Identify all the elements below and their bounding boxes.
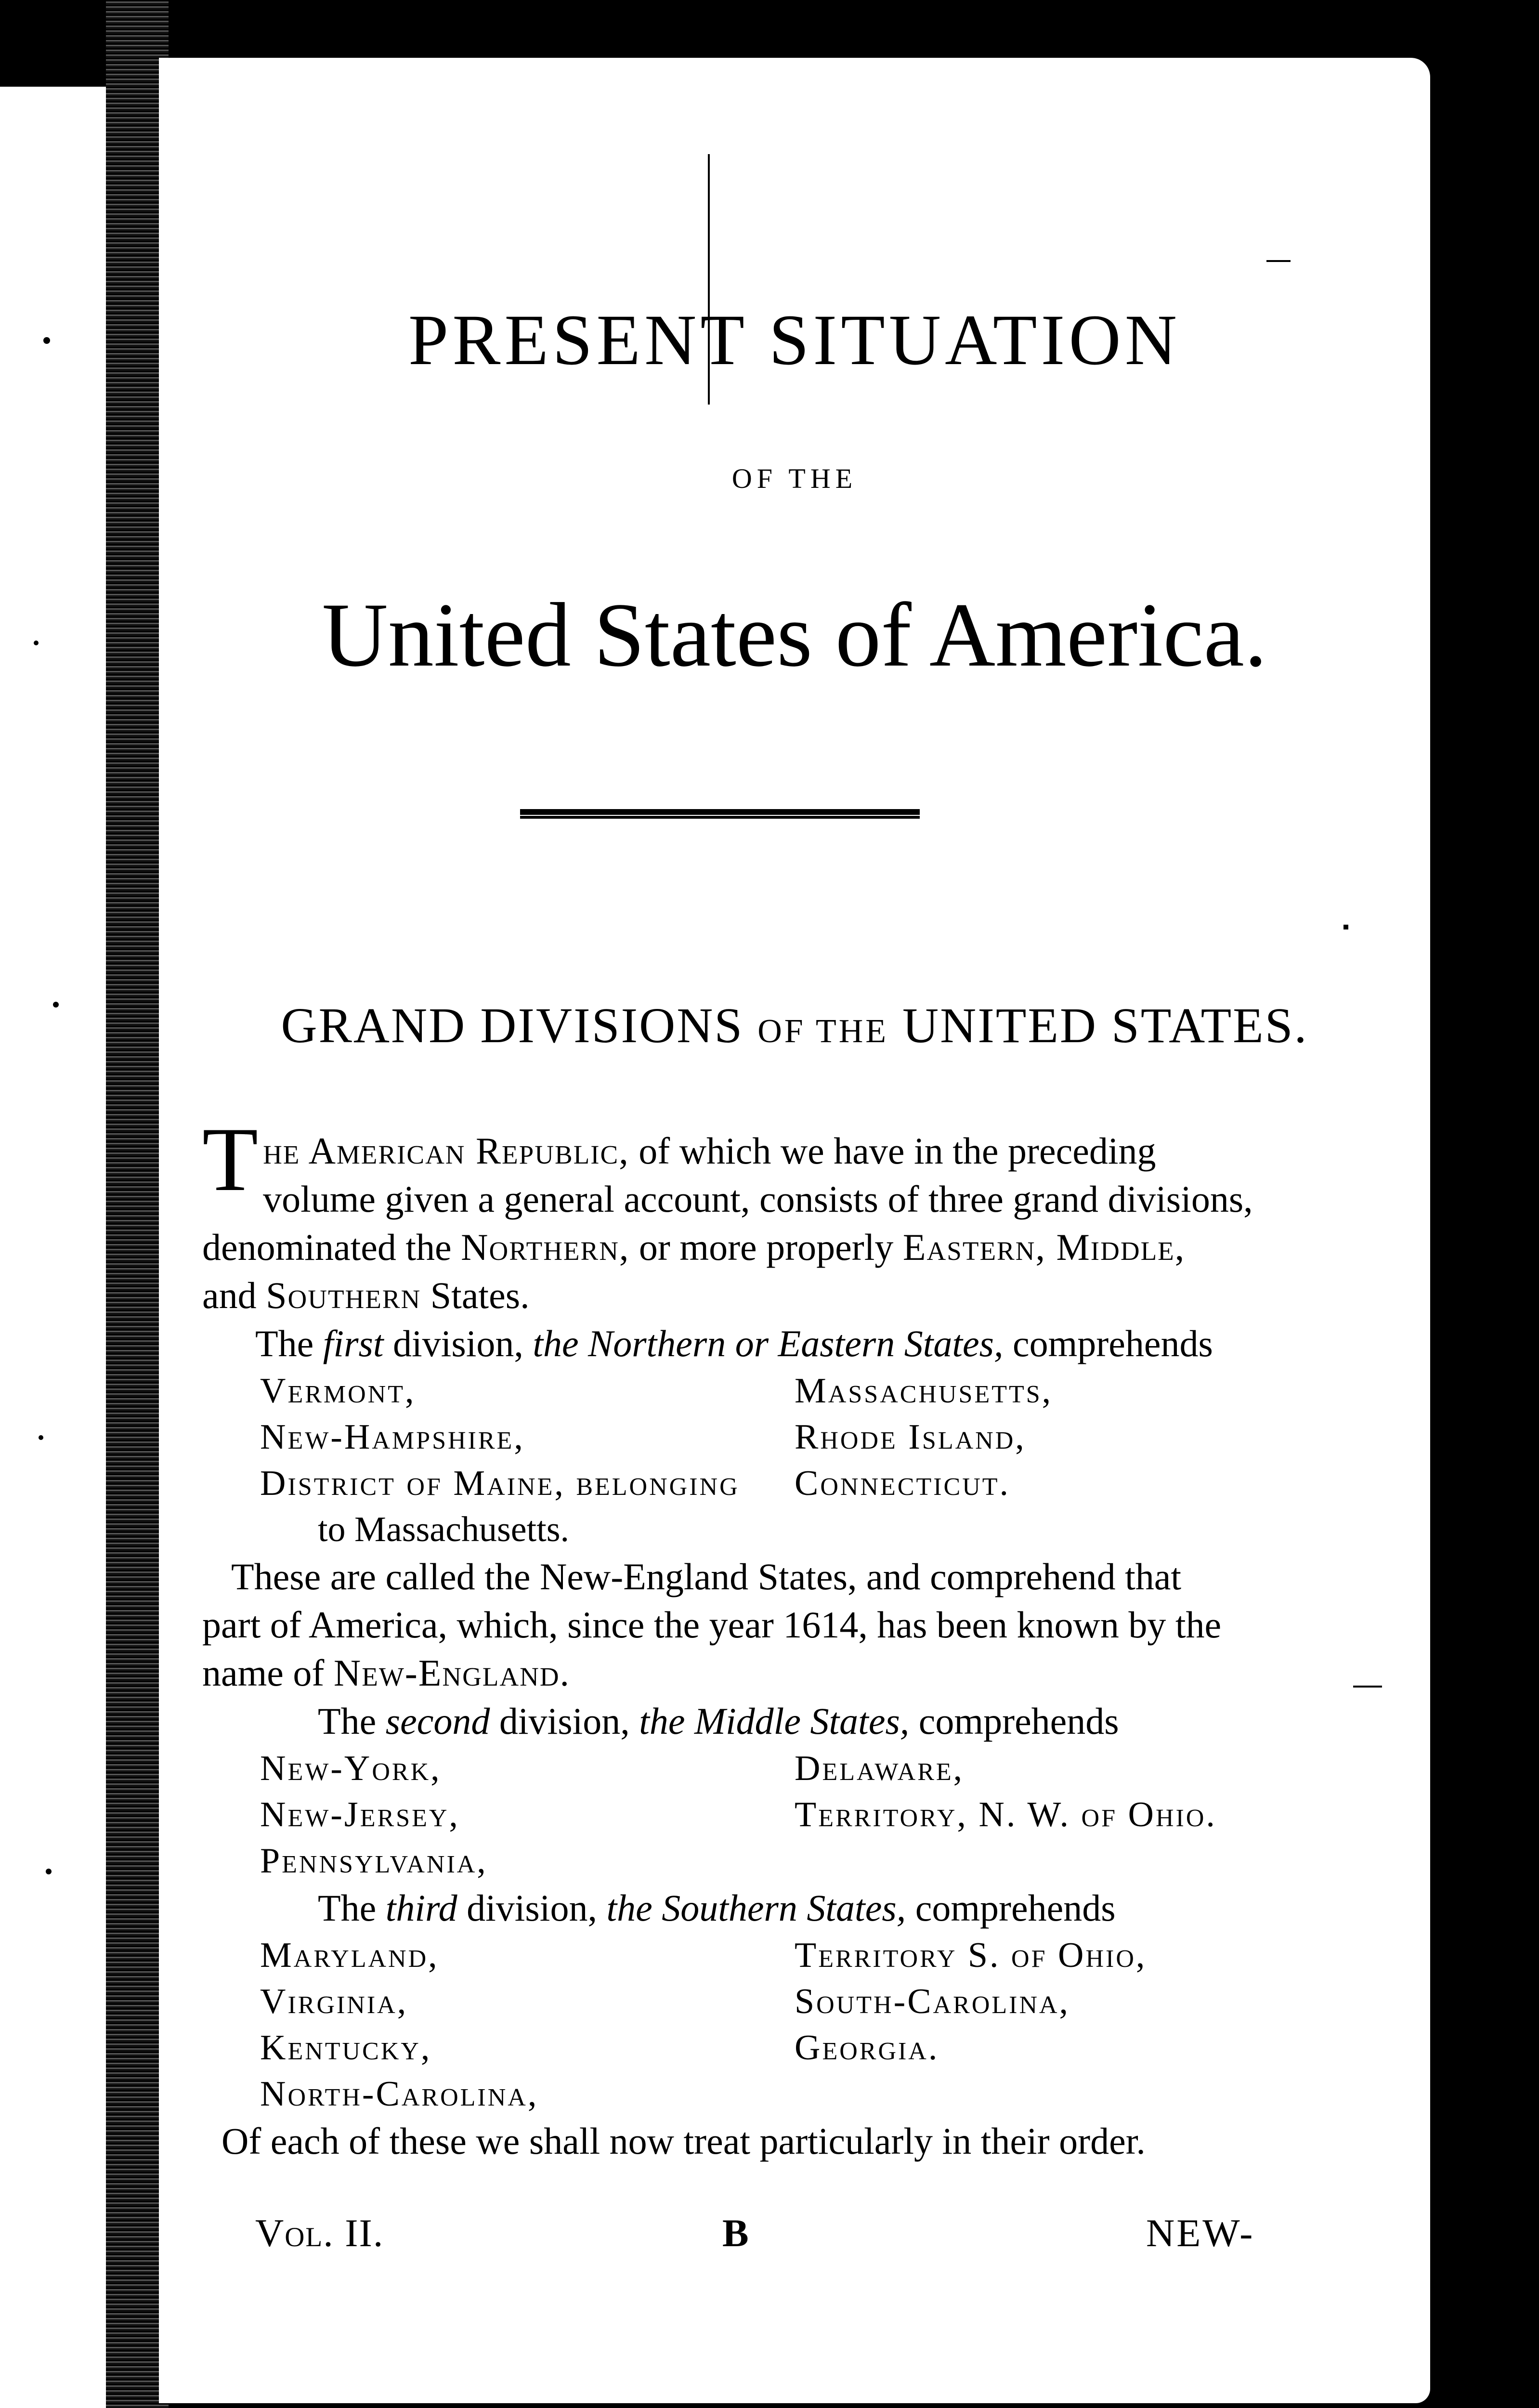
state-delaware: Delaware,	[795, 1749, 965, 1788]
state-district-of-maine: District of Maine, belonging	[260, 1464, 740, 1503]
second-ordinal: second	[385, 1700, 490, 1742]
state-rhode-island: Rhode Island,	[795, 1417, 1026, 1457]
heading-part-3: UNITED STATES.	[902, 998, 1308, 1053]
second-a: The	[318, 1700, 386, 1742]
state-virginia: Virginia,	[260, 1982, 408, 2021]
drop-cap: T	[202, 1109, 259, 1210]
state-north-carolina: North-Carolina,	[260, 2074, 539, 2114]
state-connecticut: Connecticut.	[795, 1464, 1011, 1503]
second-division-states	[260, 1745, 1416, 1884]
ne-line-3a: name of	[202, 1652, 334, 1694]
first-division-name: the Northern or Eastern States,	[533, 1322, 1004, 1364]
state-massachusetts: Massachusetts,	[795, 1371, 1053, 1411]
signature-mark: B	[722, 2211, 749, 2255]
third-b: division,	[457, 1887, 607, 1929]
first-division-states	[260, 1368, 1416, 1553]
state-georgia: Georgia.	[795, 2028, 939, 2068]
third-division-states	[260, 1932, 1416, 2117]
intro-line-1: of which we have in the preceding	[629, 1130, 1156, 1172]
state-pennsylvania: Pennsylvania,	[260, 1841, 488, 1881]
state-south-carolina: South-Carolina,	[795, 1982, 1070, 2021]
intro-southern: Southern	[266, 1274, 421, 1316]
intro-paragraph	[202, 1109, 1416, 1320]
first-b: division,	[383, 1322, 533, 1364]
territory-nw-ohio: Territory, N. W. of Ohio.	[795, 1795, 1217, 1834]
section-heading	[159, 997, 1430, 1054]
second-division-intro	[202, 1697, 1416, 1745]
third-a: The	[318, 1887, 386, 1929]
heading-part-1: GRAND DIVISIONS	[281, 998, 744, 1053]
title-line-2: OF THE	[731, 463, 858, 494]
first-c: comprehends	[1003, 1322, 1213, 1364]
third-ordinal: third	[385, 1887, 457, 1929]
title-line-1: PRESENT SITUATION	[408, 300, 1181, 380]
intro-line-3b: or more properly	[629, 1226, 903, 1268]
ne-name: New-England.	[333, 1652, 571, 1694]
state-new-york: New-York,	[260, 1749, 442, 1788]
third-c: comprehends	[906, 1887, 1116, 1929]
new-england-paragraph	[202, 1553, 1416, 1697]
ne-line-1: These are called the New-England States, and comprehend that	[231, 1556, 1182, 1597]
first-a: The	[255, 1322, 323, 1364]
main-text	[202, 1109, 1416, 2165]
intro-lead: he American Republic,	[263, 1130, 629, 1172]
double-rule	[520, 809, 920, 819]
second-c: comprehends	[909, 1700, 1119, 1742]
second-b: division,	[490, 1700, 639, 1742]
state-new-hampshire: New-Hampshire,	[260, 1417, 525, 1457]
second-division-name: the Middle States,	[639, 1700, 910, 1742]
page-footer	[159, 2211, 1430, 2268]
catchword: NEW-	[1146, 2211, 1255, 2255]
intro-line-3a: denominated the	[202, 1226, 461, 1268]
maine-note: to Massachusetts.	[318, 1510, 570, 1549]
intro-eastern: Eastern, Middle,	[902, 1226, 1186, 1268]
territory-s-ohio: Territory S. of Ohio,	[795, 1936, 1147, 1975]
intro-northern: Northern,	[461, 1226, 630, 1268]
state-new-jersey: New-Jersey,	[260, 1795, 460, 1834]
intro-line-2: volume given a general account, consists of three grand divisions,	[263, 1178, 1253, 1220]
book-page	[159, 58, 1430, 2403]
third-division-intro	[202, 1884, 1416, 1932]
ne-line-2: part of America, which, since the year 1614, has been known by the	[202, 1604, 1222, 1646]
closing-line: Of each of these we shall now treat particularly in their order.	[222, 2120, 1146, 2162]
title-line-3: United States of America.	[322, 585, 1267, 686]
volume-label: Vol. II.	[255, 2211, 384, 2255]
first-division-intro	[202, 1320, 1416, 1368]
first-ordinal: first	[323, 1322, 384, 1364]
intro-line-4b: States.	[421, 1274, 530, 1316]
state-vermont: Vermont,	[260, 1371, 416, 1411]
heading-part-2: OF THE	[757, 1013, 889, 1050]
third-division-name: the Southern States,	[606, 1887, 906, 1929]
intro-line-4a: and	[202, 1274, 266, 1316]
state-kentucky: Kentucky,	[260, 2028, 432, 2068]
state-maryland: Maryland,	[260, 1936, 439, 1975]
